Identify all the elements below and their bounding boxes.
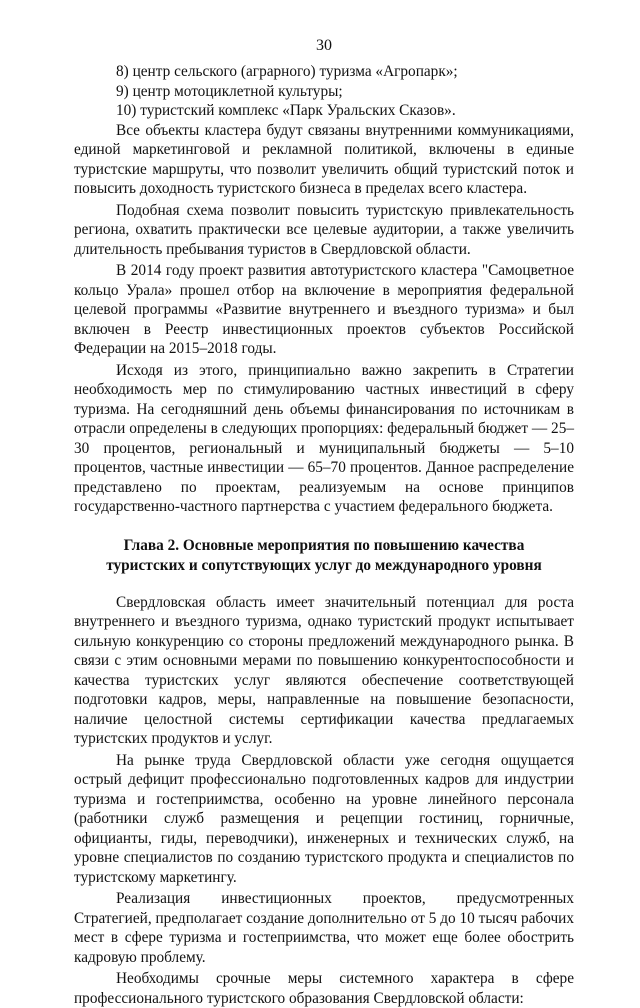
paragraph: Подобная схема позволит повысить туристскую привлекательность региона, охватить практически все целевые аудитории, а также увеличить длительность пребывания туристов в Свердловской области. [74, 201, 574, 258]
chapter-heading-line: Глава 2. Основные мероприятия по повышению качества [123, 536, 525, 554]
chapter-heading [74, 536, 574, 576]
list-item: 9) центр мотоциклетной культуры; [116, 82, 343, 100]
paragraph: Необходимы срочные меры системного характера в сфере профессионального туристского образования Свердловской области: [74, 970, 574, 1007]
paragraph: В 2014 году проект развития автотуристского кластера "Самоцветное кольцо Урала» прошел отбор на включение в мероприятия федеральной целевой программы «Развитие внутреннего и въездного туризма» и был включен в Реестр инвестиционных проектов субъектов Российской Федерации на 2015–2018 годы. [74, 262, 574, 357]
paragraph: Исходя из этого, принципиально важно закрепить в Стратегии необходимость мер по стимулированию частных инвестиций в сферу туризма. На сегодняшний день объемы финансирования по источникам в отрасли определены в следующих пропорциях: федеральный бюджет — 25–30 процентов, региональный и муниципальный бюджеты — 5–10 процентов, частные инвестиции — 65–70 процентов. Данное распределение представлено по проектам, реализуемым на основе принципов государственно-частного партнерства с участием федерального бюджета. [74, 361, 574, 515]
page-number: 30 [316, 37, 332, 54]
paragraph: Все объекты кластера будут связаны внутренними коммуникациями, единой маркетинговой и рекламной политикой, включены в единые туристские маршруты, что позволит увеличить общий туристский поток и повысить доходность туристского бизнеса в пределах всего кластера. [74, 121, 574, 197]
paragraph: Свердловская область имеет значительный потенциал для роста внутреннего и въездного туризма, однако туристский продукт испытывает сильную конкуренцию со стороны предложений международного рынка. В связи с этим основными мерами по повышению конкурентоспособности и качества туристских услуг являются обеспечение соответствующей подготовки кадров, меры, направленные на повышение безопасности, наличие целостной системы сертификации качества предлагаемых туристских продуктов и услуг. [74, 593, 574, 747]
list-item: 8) центр сельского (аграрного) туризма «Агропарк»; [116, 63, 458, 80]
paragraph: На рынке труда Свердловской области уже сегодня ощущается острый дефицит профессионально подготовленных кадров для индустрии туризма и гостеприимства, особенно на уровне линейного персонала (работники служб размещения и рецепции гостиниц, горничные, официанты, гиды, переводчики), инженерных и технических служб, на уровне специалистов по созданию туристского продукта и специалистов по туристскому маркетингу. [74, 751, 574, 886]
paragraph: Реализация инвестиционных проектов, предусмотренных Стратегией, предполагает создание дополнительно от 5 до 10 тысяч рабочих мест в сфере туризма и гостеприимства, что может еще более обострить кадровую проблему. [74, 890, 574, 966]
list-item: 10) туристский комплекс «Парк Уральских Сказов». [116, 102, 456, 119]
chapter-heading-line: туристских и сопутствующих услуг до международного уровня [106, 556, 542, 574]
